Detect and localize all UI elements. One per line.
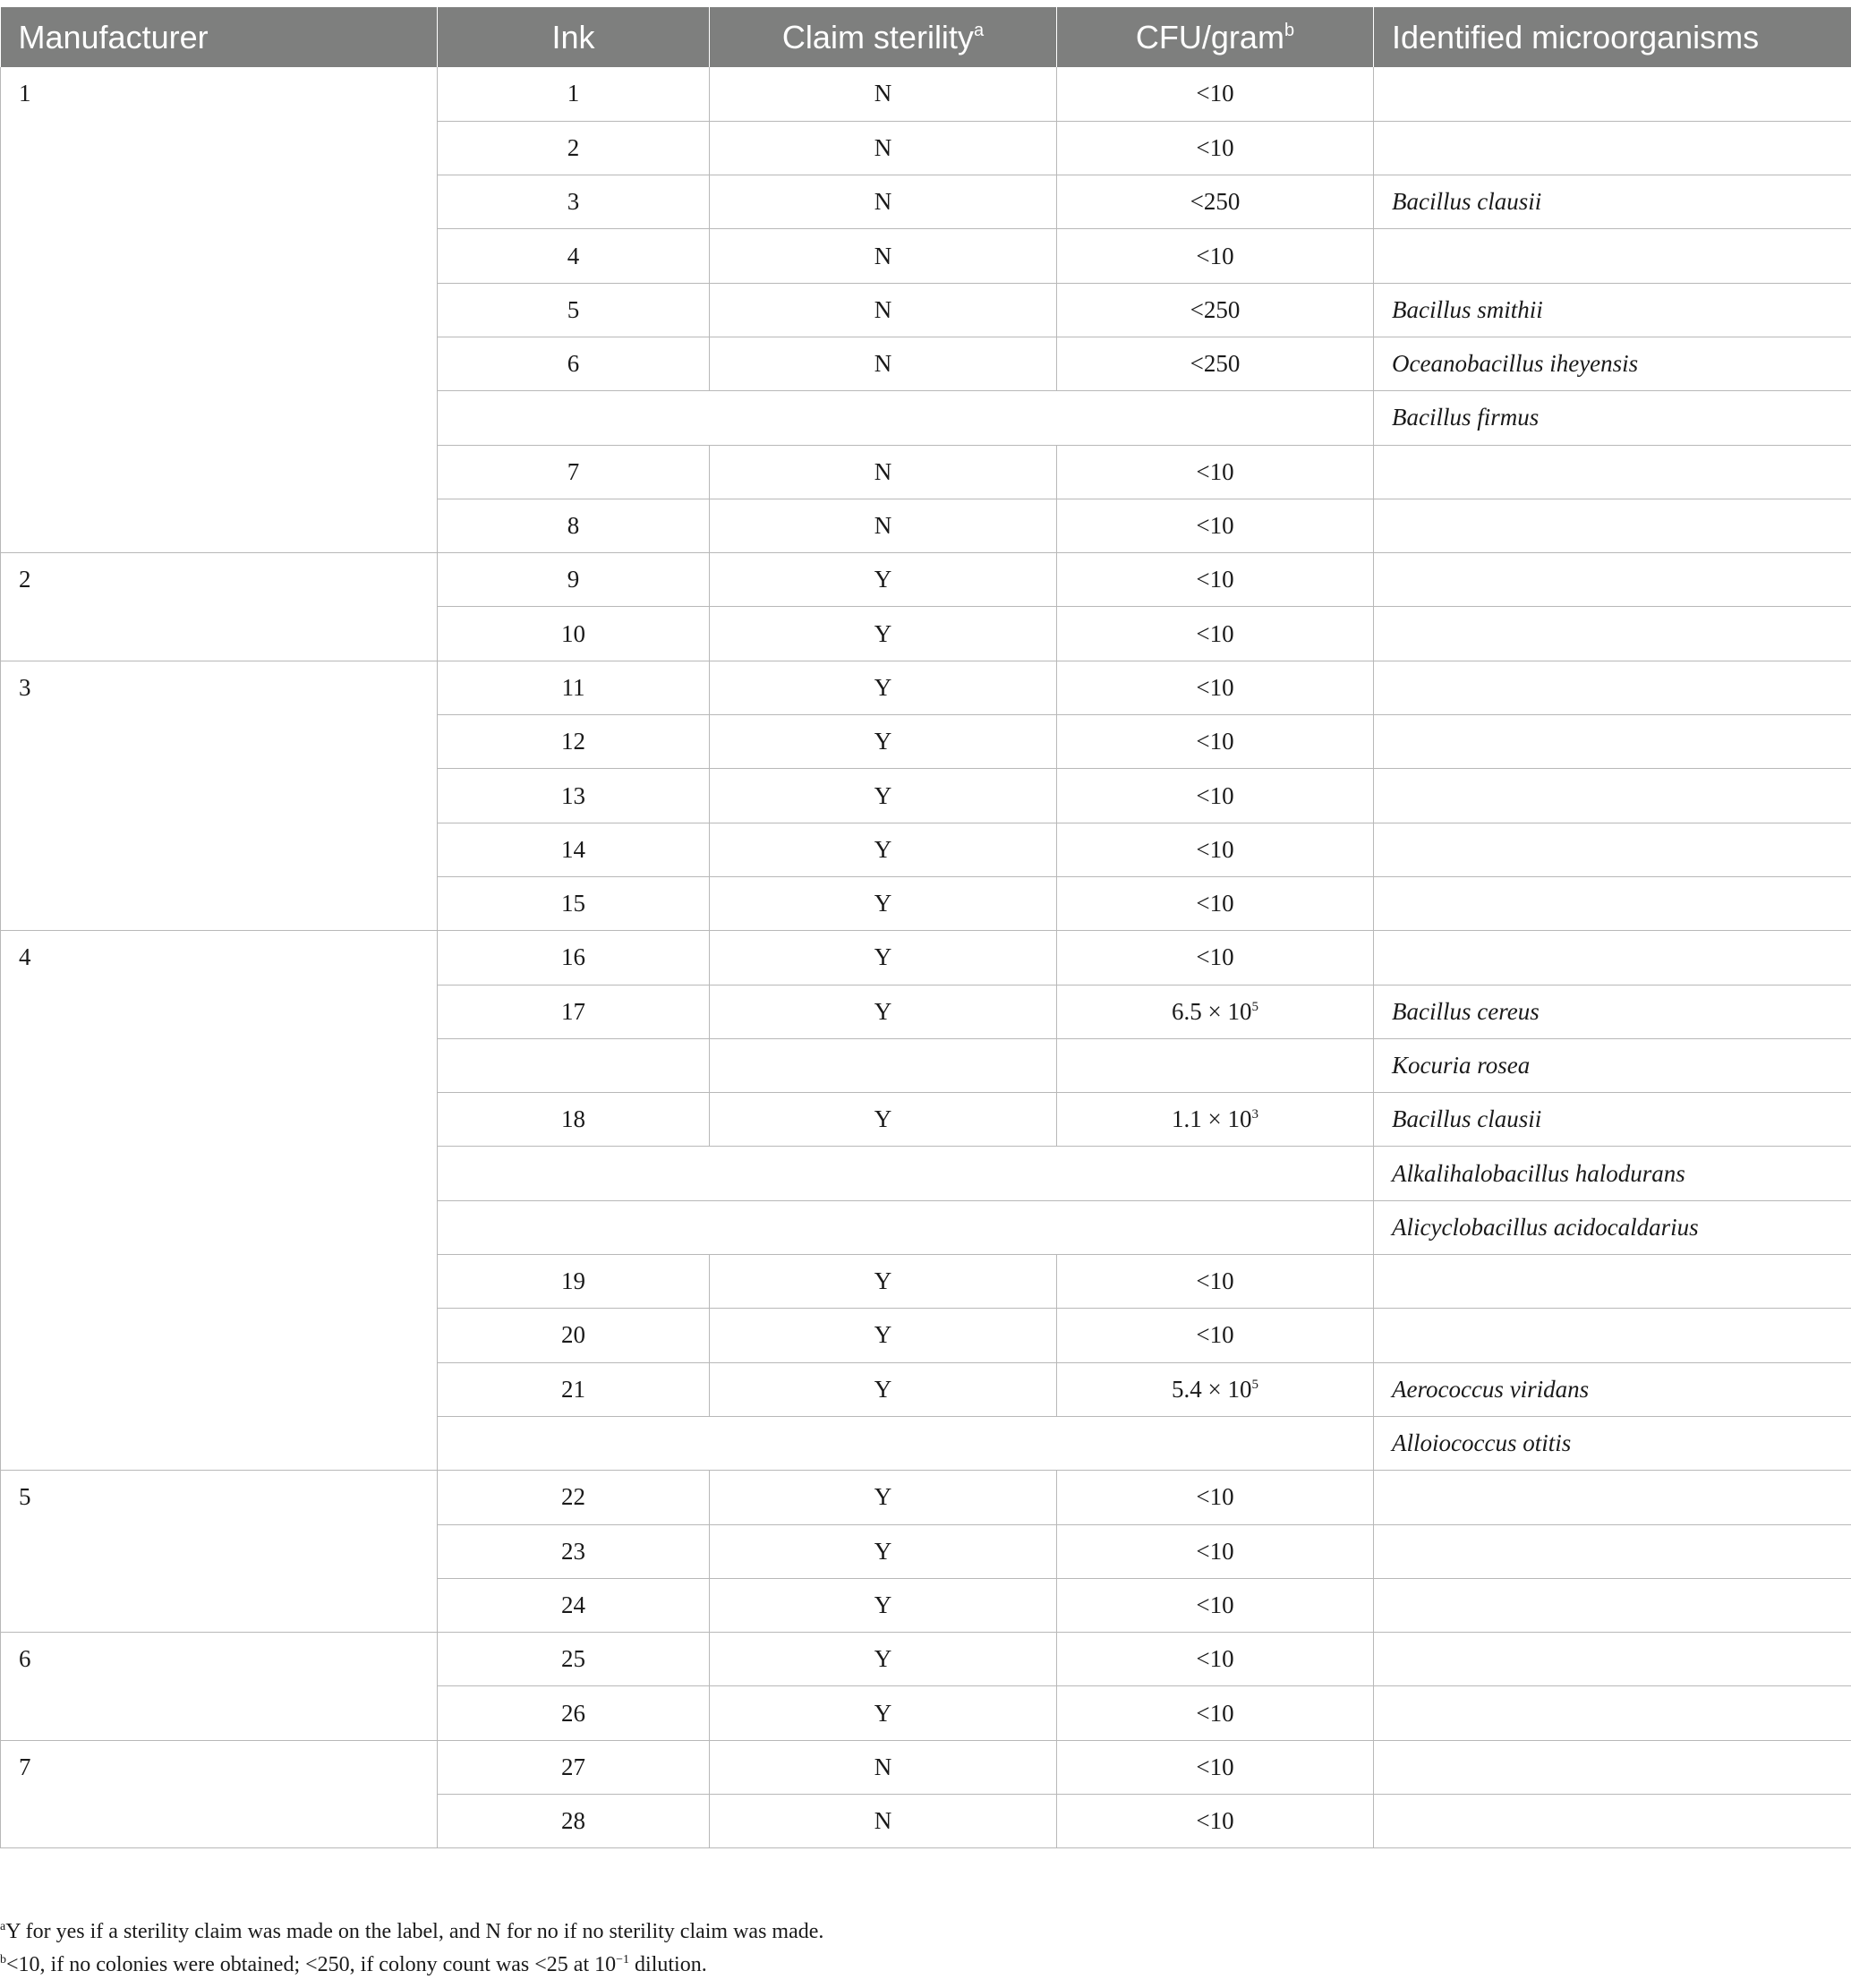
claim-cell: Y: [710, 1633, 1057, 1686]
table-row: [1, 67, 1851, 121]
ink-cell: 22: [438, 1471, 710, 1524]
header-claim-text: Claim sterility: [781, 18, 974, 55]
organism-cell: [1374, 769, 1851, 823]
organism-cell: [1374, 823, 1851, 876]
cfu-base: 6.5 × 10: [1172, 997, 1252, 1025]
claim-cell: Y: [710, 1524, 1057, 1578]
cfu-cell: <10: [1057, 823, 1374, 876]
footnote-b-text-2: dilution.: [629, 1953, 707, 1976]
cfu-cell: [1057, 985, 1374, 1038]
ink-cell: 25: [438, 1633, 710, 1686]
cfu-exponent: 5: [1251, 999, 1258, 1014]
organism-cell: Oceanobacillus iheyensis: [1374, 337, 1851, 390]
ink-cell: 7: [438, 445, 710, 499]
cfu-cell: <10: [1057, 715, 1374, 769]
footnotes: [0, 1915, 1851, 1982]
organism-cell: [1374, 1633, 1851, 1686]
claim-cell: Y: [710, 985, 1057, 1038]
ink-contamination-table: [0, 7, 1851, 1848]
cfu-cell: <250: [1057, 283, 1374, 337]
table-row: [1, 1633, 1851, 1686]
header-organisms: Identified microorganisms: [1374, 7, 1851, 67]
footnote-mark-a: a: [973, 20, 985, 40]
organism-cell: Bacillus clausii: [1374, 175, 1851, 229]
cfu-cell: <10: [1057, 229, 1374, 283]
cfu-cell: <10: [1057, 553, 1374, 607]
merged-empty-cell: [438, 1200, 1374, 1254]
claim-cell: Y: [710, 715, 1057, 769]
table-body: [1, 67, 1851, 1848]
claim-cell: Y: [710, 769, 1057, 823]
organism-cell: Bacillus firmus: [1374, 391, 1851, 445]
claim-cell: [710, 1038, 1057, 1092]
manufacturer-cell: 2: [1, 553, 438, 661]
ink-cell: 12: [438, 715, 710, 769]
ink-cell: 6: [438, 337, 710, 390]
cfu-cell: [1057, 1362, 1374, 1416]
claim-cell: Y: [710, 1255, 1057, 1309]
manufacturer-cell: 6: [1, 1633, 438, 1741]
ink-cell: 10: [438, 607, 710, 661]
organism-cell: [1374, 661, 1851, 714]
cfu-cell: <10: [1057, 445, 1374, 499]
claim-cell: N: [710, 499, 1057, 552]
footnote-a-mark: a: [0, 1920, 6, 1933]
ink-cell: 11: [438, 661, 710, 714]
claim-cell: Y: [710, 1309, 1057, 1362]
ink-cell: 23: [438, 1524, 710, 1578]
ink-cell: 27: [438, 1740, 710, 1794]
claim-cell: Y: [710, 823, 1057, 876]
cfu-cell: <10: [1057, 1255, 1374, 1309]
header-manufacturer: Manufacturer: [1, 7, 438, 67]
claim-cell: Y: [710, 931, 1057, 985]
cfu-cell: <10: [1057, 1471, 1374, 1524]
ink-cell: 20: [438, 1309, 710, 1362]
footnote-b: [0, 1949, 1851, 1982]
organism-cell: [1374, 553, 1851, 607]
cfu-cell: <10: [1057, 499, 1374, 552]
cfu-base: 5.4 × 10: [1172, 1375, 1252, 1403]
merged-empty-cell: [438, 1416, 1374, 1470]
table-row: [1, 1740, 1851, 1794]
cfu-cell: <10: [1057, 121, 1374, 175]
table-container: [0, 7, 1851, 1848]
manufacturer-cell: 4: [1, 931, 438, 1471]
ink-cell: 21: [438, 1362, 710, 1416]
ink-cell: 14: [438, 823, 710, 876]
claim-cell: N: [710, 229, 1057, 283]
claim-cell: N: [710, 67, 1057, 121]
header-cfu: [1057, 7, 1374, 67]
organism-cell: Alkalihalobacillus halodurans: [1374, 1147, 1851, 1200]
claim-cell: Y: [710, 1578, 1057, 1632]
claim-cell: Y: [710, 553, 1057, 607]
cfu-cell: <10: [1057, 1795, 1374, 1848]
cfu-cell: <10: [1057, 1633, 1374, 1686]
organism-cell: [1374, 1471, 1851, 1524]
cfu-cell: <10: [1057, 1686, 1374, 1740]
cfu-cell: <10: [1057, 1524, 1374, 1578]
cfu-cell: <10: [1057, 607, 1374, 661]
ink-cell: 15: [438, 876, 710, 930]
header-cfu-text: CFU/gram: [1135, 18, 1284, 55]
organism-cell: [1374, 67, 1851, 121]
cfu-cell: <250: [1057, 175, 1374, 229]
ink-cell: 3: [438, 175, 710, 229]
ink-cell: 19: [438, 1255, 710, 1309]
header-claim-sterility: [710, 7, 1057, 67]
organism-cell: [1374, 229, 1851, 283]
organism-cell: [1374, 1524, 1851, 1578]
ink-cell: 8: [438, 499, 710, 552]
merged-empty-cell: [438, 391, 1374, 445]
footnote-b-mark: b: [0, 1953, 6, 1967]
organism-cell: [1374, 121, 1851, 175]
table-row: [1, 661, 1851, 714]
organism-cell: Bacillus smithii: [1374, 283, 1851, 337]
organism-cell: Bacillus cereus: [1374, 985, 1851, 1038]
manufacturer-cell: 3: [1, 661, 438, 930]
organism-cell: [1374, 445, 1851, 499]
claim-cell: Y: [710, 1686, 1057, 1740]
organism-cell: Alloiococcus otitis: [1374, 1416, 1851, 1470]
organism-cell: [1374, 715, 1851, 769]
cfu-cell: <10: [1057, 931, 1374, 985]
claim-cell: Y: [710, 607, 1057, 661]
header-row: [1, 7, 1851, 67]
ink-cell: 16: [438, 931, 710, 985]
ink-cell: 28: [438, 1795, 710, 1848]
merged-empty-cell: [438, 1147, 1374, 1200]
organism-cell: [1374, 876, 1851, 930]
cfu-cell: <10: [1057, 1740, 1374, 1794]
ink-cell: 18: [438, 1093, 710, 1147]
claim-cell: Y: [710, 661, 1057, 714]
ink-cell: 24: [438, 1578, 710, 1632]
cfu-cell: <10: [1057, 67, 1374, 121]
ink-cell: 1: [438, 67, 710, 121]
footnote-b-exponent: −1: [616, 1953, 630, 1967]
organism-cell: [1374, 1255, 1851, 1309]
cfu-cell: [1057, 1093, 1374, 1147]
organism-cell: [1374, 1578, 1851, 1632]
claim-cell: Y: [710, 1471, 1057, 1524]
organism-cell: Alicyclobacillus acidocaldarius: [1374, 1200, 1851, 1254]
cfu-cell: <10: [1057, 1309, 1374, 1362]
ink-cell: [438, 1038, 710, 1092]
cfu-cell: <10: [1057, 1578, 1374, 1632]
organism-cell: [1374, 1740, 1851, 1794]
ink-cell: 4: [438, 229, 710, 283]
header-ink: Ink: [438, 7, 710, 67]
claim-cell: Y: [710, 876, 1057, 930]
ink-cell: 9: [438, 553, 710, 607]
ink-cell: 2: [438, 121, 710, 175]
manufacturer-cell: 5: [1, 1471, 438, 1633]
cfu-exponent: 5: [1251, 1377, 1258, 1392]
footnote-mark-b: b: [1284, 20, 1295, 40]
cfu-cell: <250: [1057, 337, 1374, 390]
organism-cell: [1374, 607, 1851, 661]
ink-cell: 13: [438, 769, 710, 823]
cfu-cell: <10: [1057, 876, 1374, 930]
cfu-cell: <10: [1057, 769, 1374, 823]
manufacturer-cell: 7: [1, 1740, 438, 1848]
organism-cell: [1374, 1309, 1851, 1362]
claim-cell: N: [710, 445, 1057, 499]
claim-cell: N: [710, 337, 1057, 390]
organism-cell: Aerococcus viridans: [1374, 1362, 1851, 1416]
organism-cell: [1374, 499, 1851, 552]
cfu-base: 1.1 × 10: [1172, 1105, 1252, 1133]
cfu-exponent: 3: [1251, 1107, 1258, 1122]
organism-cell: [1374, 931, 1851, 985]
claim-cell: Y: [710, 1093, 1057, 1147]
ink-cell: 17: [438, 985, 710, 1038]
organism-cell: [1374, 1795, 1851, 1848]
table-row: [1, 1471, 1851, 1524]
cfu-cell: [1057, 1038, 1374, 1092]
table-row: [1, 931, 1851, 985]
organism-cell: Bacillus clausii: [1374, 1093, 1851, 1147]
ink-cell: 26: [438, 1686, 710, 1740]
claim-cell: N: [710, 283, 1057, 337]
cfu-cell: <10: [1057, 661, 1374, 714]
organism-cell: Kocuria rosea: [1374, 1038, 1851, 1092]
manufacturer-cell: 1: [1, 67, 438, 553]
footnote-b-text-1: <10, if no colonies were obtained; <250, if colony count was <25 at 10: [6, 1953, 617, 1976]
claim-cell: Y: [710, 1362, 1057, 1416]
footnote-a-text: Y for yes if a sterility claim was made on the label, and N for no if no sterility claim was made.: [5, 1920, 824, 1943]
footnote-a: [0, 1915, 1851, 1949]
claim-cell: N: [710, 1795, 1057, 1848]
claim-cell: N: [710, 175, 1057, 229]
organism-cell: [1374, 1686, 1851, 1740]
claim-cell: N: [710, 121, 1057, 175]
claim-cell: N: [710, 1740, 1057, 1794]
table-row: [1, 553, 1851, 607]
ink-cell: 5: [438, 283, 710, 337]
